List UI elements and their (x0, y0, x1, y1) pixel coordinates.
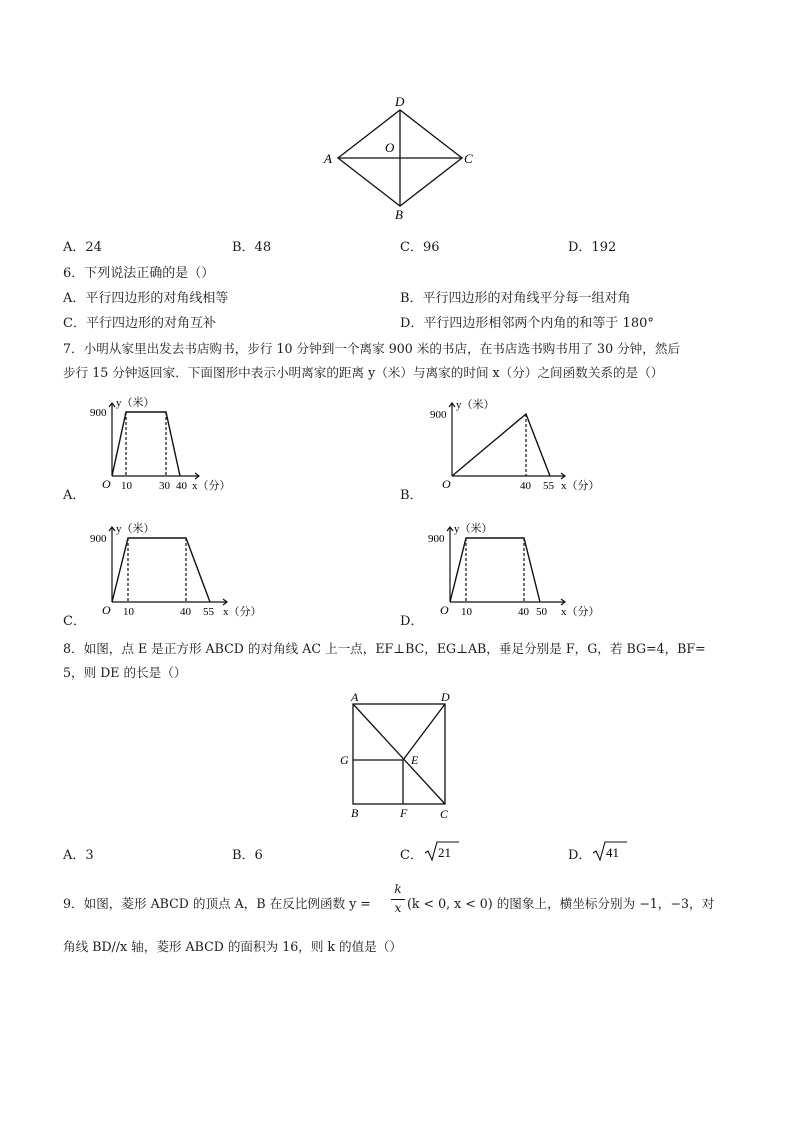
y-tick: 900 (90, 407, 107, 419)
label-a: A (351, 690, 359, 704)
q5-option-a[interactable]: A．24 (63, 240, 102, 255)
tick-10: 10 (461, 606, 472, 618)
x-label: x（分） (561, 606, 600, 618)
q7-option-d-letter[interactable]: D． (400, 614, 424, 629)
origin: O (102, 477, 111, 491)
q7-stem-line1: 7．小明从家里出发去书店购书，步行 10 分钟到一个离家 900 米的书店，在书店选书购书用了 30 分钟，然后 (63, 341, 681, 356)
q8-option-c-letter: C． (400, 848, 423, 863)
graph-line (452, 414, 550, 476)
x-label: x（分） (192, 480, 231, 492)
y-label: y（米） (116, 523, 155, 535)
y-label: y（米） (454, 523, 493, 535)
q6-option-c[interactable]: C．平行四边形的对角互补 (63, 316, 216, 331)
q5-option-c[interactable]: C．96 (400, 240, 440, 255)
tick-40: 40 (520, 480, 531, 492)
q7-graph-a (86, 396, 246, 496)
sqrt-icon (592, 840, 628, 862)
y-tick: 900 (90, 533, 107, 545)
sqrt-41-value: 41 (606, 845, 619, 860)
tick-30: 30 (159, 480, 170, 492)
x-label: x（分） (223, 606, 262, 618)
label-g: G (340, 753, 349, 767)
q5-option-b[interactable]: B．48 (232, 240, 272, 255)
segment-de (403, 704, 445, 760)
label-f: F (400, 806, 408, 820)
q8-stem-line1: 8．如图，点 E 是正方形 ABCD 的对角线 AC 上一点，EF⊥BC，EG⊥AB，垂足分别是 F，G，若 BG=4，BF= (63, 641, 706, 656)
q6-stem: 6．下列说法正确的是（） (63, 266, 215, 281)
diagonal-ac (353, 704, 445, 804)
q9-stem-part-b: (k < 0, x < 0) 的图象上，横坐标分别为 −1，−3，对 (407, 896, 715, 911)
sqrt-icon (424, 840, 460, 862)
y-label: y（米） (116, 397, 155, 409)
q7-graph-c (86, 520, 276, 620)
label-a: A (324, 151, 332, 166)
y-tick: 900 (428, 533, 445, 545)
q7-option-c-letter[interactable]: C． (63, 614, 86, 629)
tick-40: 40 (180, 606, 191, 618)
q8-stem-line2: 5，则 DE 的长是（） (63, 665, 187, 680)
q5-option-d[interactable]: D．192 (568, 240, 617, 255)
tick-10: 10 (123, 606, 134, 618)
q6-option-d[interactable]: D．平行四边形相邻两个内角的和等于 180° (400, 316, 654, 331)
tick-40: 40 (176, 480, 187, 492)
tick-40: 40 (518, 606, 529, 618)
origin: O (102, 603, 111, 617)
q7-graph-b (426, 396, 606, 496)
tick-55: 55 (543, 480, 554, 492)
q8-option-b[interactable]: B．6 (232, 848, 263, 863)
x-label: x（分） (561, 480, 600, 492)
graph-line (112, 412, 180, 476)
q9-stem-part-a: 9．如图，菱形 ABCD 的顶点 A，B 在反比例函数 y = (63, 896, 371, 911)
q9-stem-line2: 角线 BD//x 轴，菱形 ABCD 的面积为 16，则 k 的值是（） (63, 939, 403, 954)
origin: O (440, 603, 449, 617)
q7-option-b-letter[interactable]: B． (400, 488, 423, 503)
q8-square-figure (335, 690, 465, 822)
label-e: E (411, 753, 419, 767)
q7-graph-d (424, 520, 614, 620)
label-c: C (464, 151, 473, 166)
label-b: B (351, 806, 359, 820)
label-c: C (440, 807, 449, 821)
q6-option-a[interactable]: A．平行四边形的对角线相等 (63, 291, 229, 306)
q7-stem-line2: 步行 15 分钟返回家．下面图形中表示小明离家的距离 y（米）与离家的时间 x（分）之间函数关系的是（） (63, 365, 664, 380)
tick-50: 50 (536, 606, 547, 618)
tick-55: 55 (203, 606, 214, 618)
q8-option-a[interactable]: A．3 (63, 848, 94, 863)
tick-10: 10 (121, 480, 132, 492)
label-d: D (395, 94, 405, 109)
graph-line (112, 538, 210, 602)
sqrt-21-value: 21 (438, 845, 451, 860)
q7-option-a-letter[interactable]: A． (63, 488, 86, 503)
graph-line (450, 538, 540, 602)
q9-frac-num: k (394, 882, 402, 896)
q6-option-b[interactable]: B．平行四边形的对角线平分每一组对角 (400, 291, 631, 306)
q9-frac-den: x (394, 901, 402, 915)
y-label: y（米） (456, 399, 495, 411)
q5-rhombus-figure (320, 92, 480, 224)
q9-frac-bar (391, 899, 405, 900)
origin: O (442, 477, 451, 491)
q8-option-d-letter: D． (568, 848, 592, 863)
label-b: B (395, 207, 403, 222)
label-o: O (385, 140, 395, 155)
label-d: D (441, 690, 450, 704)
y-tick: 900 (430, 409, 447, 421)
